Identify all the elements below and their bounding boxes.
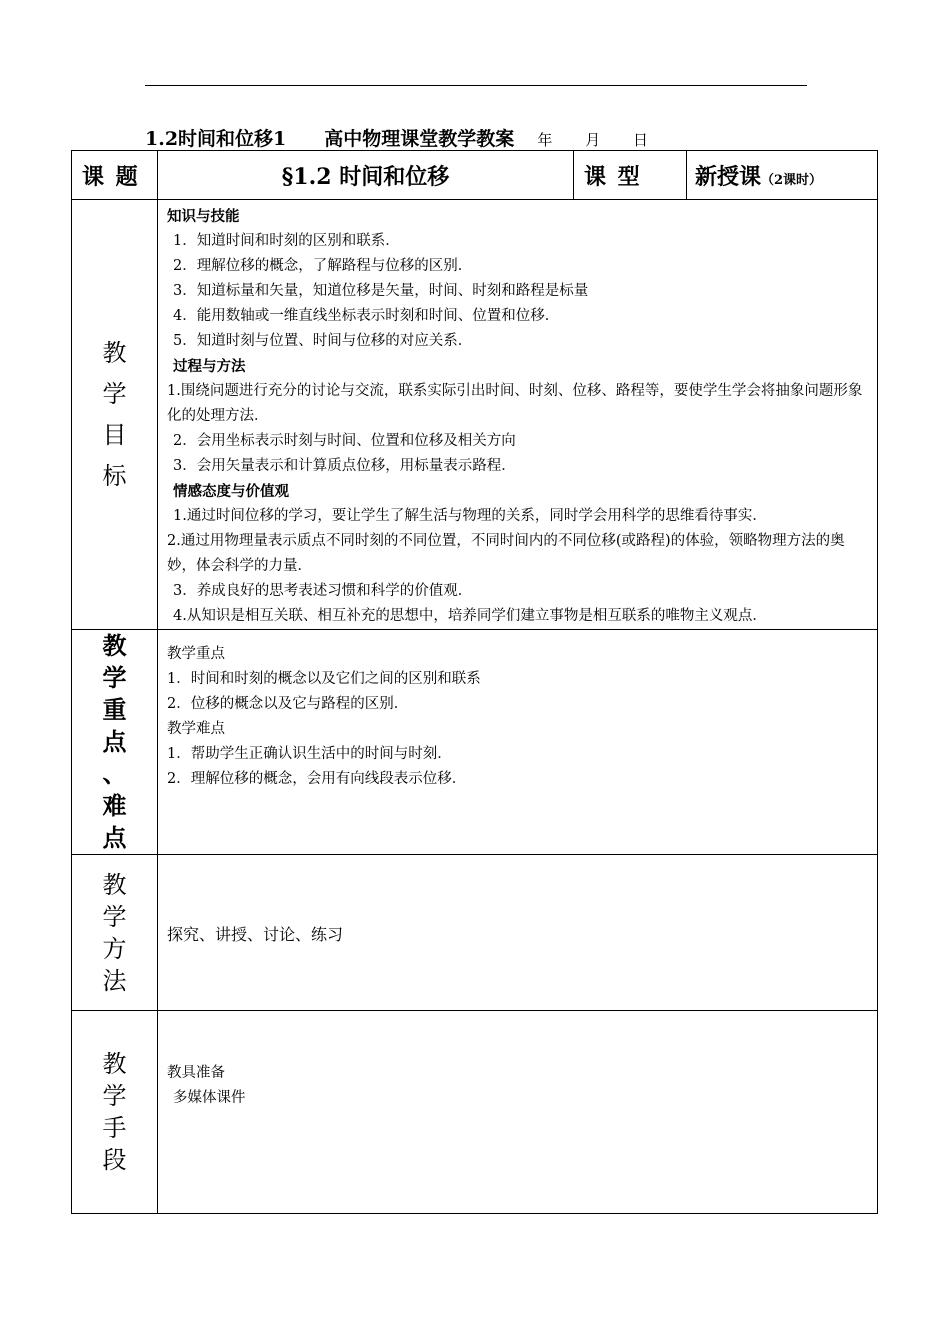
topic-value: §1.2 时间和位移 [158, 151, 574, 200]
date-month-label: 月 [585, 131, 601, 149]
title-left: 1.2时间和位移1 [145, 128, 287, 150]
difficulty-heading: 教学难点 [167, 721, 225, 737]
means-text: 多媒体课件 [173, 1090, 246, 1106]
objective-item: 2.通过用物理量表示质点不同时刻的不同位置，不同时间内的不同位移(或路程)的体验，领略物理方法的奥妙，体会科学的力量． [167, 533, 845, 574]
objective-item: 3．会用矢量表示和计算质点位移，用标量表示路程． [173, 458, 516, 474]
type-note: （2课时） [761, 172, 823, 188]
means-content [158, 1011, 878, 1214]
objective-item: 5．知道时刻与位置、时间与位移的对应关系． [173, 333, 473, 349]
objective-item: 2．会用坐标表示时刻与时间、位置和位移及相关方向 [173, 433, 516, 449]
key-points-content [158, 630, 878, 855]
date-day-label: 日 [632, 131, 648, 149]
means-side-label: 教 学 手 段 [72, 1011, 158, 1214]
objectives-side-label: 教 学 目 标 [72, 200, 158, 630]
objectives-row [72, 200, 878, 630]
methods-content [158, 855, 878, 1011]
topic-label: 课 题 [72, 151, 158, 200]
objective-item: 3．养成良好的思考表述习惯和科学的价值观． [173, 583, 473, 599]
methods-text: 探究、讲授、讨论、练习 [167, 925, 344, 944]
key-points-side-label: 教 学 重 点 、 难 点 [72, 630, 158, 855]
objectives-heading-process: 过程与方法 [173, 358, 246, 375]
table-header-row [72, 151, 878, 200]
type-value: 新授课 [695, 163, 762, 190]
document-title [145, 124, 676, 152]
objective-item: 1.围绕问题进行充分的讨论与交流，联系实际引出时间、时刻、位移、路程等，要使学生学会将抽象问题形象化的处理方法． [167, 383, 863, 424]
objective-item: 2．理解位移的概念，了解路程与位移的区别． [173, 258, 473, 274]
methods-row [72, 855, 878, 1011]
objective-item: 1.通过时间位移的学习，要让学生了解生活与物理的关系，同时学会用科学的思维看待事实． [173, 508, 767, 524]
methods-side-label: 教 学 方 法 [72, 855, 158, 1011]
objective-item: 1．知道时间和时刻的区别和联系． [173, 233, 400, 249]
difficulty-item: 2．理解位移的概念，会用有向线段表示位移． [167, 771, 467, 787]
key-points-row [72, 630, 878, 855]
objectives-heading-knowledge: 知识与技能 [167, 208, 240, 225]
header-rule [145, 85, 807, 86]
means-row [72, 1011, 878, 1214]
objectives-content [158, 200, 878, 630]
objectives-heading-attitude: 情感态度与价值观 [173, 483, 289, 500]
objective-item: 3．知道标量和矢量，知道位移是矢量，时间、时刻和路程是标量 [173, 283, 589, 299]
objective-item: 4.从知识是相互关联、相互补充的思想中，培养同学们建立事物是相互联系的唯物主义观点． [173, 608, 767, 624]
date-fields [537, 131, 676, 149]
difficulty-item: 1．帮助学生正确认识生活中的时间与时刻． [167, 746, 452, 762]
focus-heading: 教学重点 [167, 646, 225, 662]
focus-item: 2．位移的概念以及它与路程的区别． [167, 696, 409, 712]
type-label: 课 型 [574, 151, 687, 200]
date-year-label: 年 [537, 131, 553, 149]
focus-item: 1．时间和时刻的概念以及它们之间的区别和联系 [167, 671, 481, 687]
title-right: 高中物理课堂教学教案 [324, 128, 515, 150]
objective-item: 4．能用数轴或一维直线坐标表示时刻和时间、位置和位移． [173, 308, 560, 324]
means-heading: 教具准备 [167, 1065, 225, 1081]
lesson-plan-table [71, 150, 878, 1214]
type-value-cell [687, 151, 878, 200]
